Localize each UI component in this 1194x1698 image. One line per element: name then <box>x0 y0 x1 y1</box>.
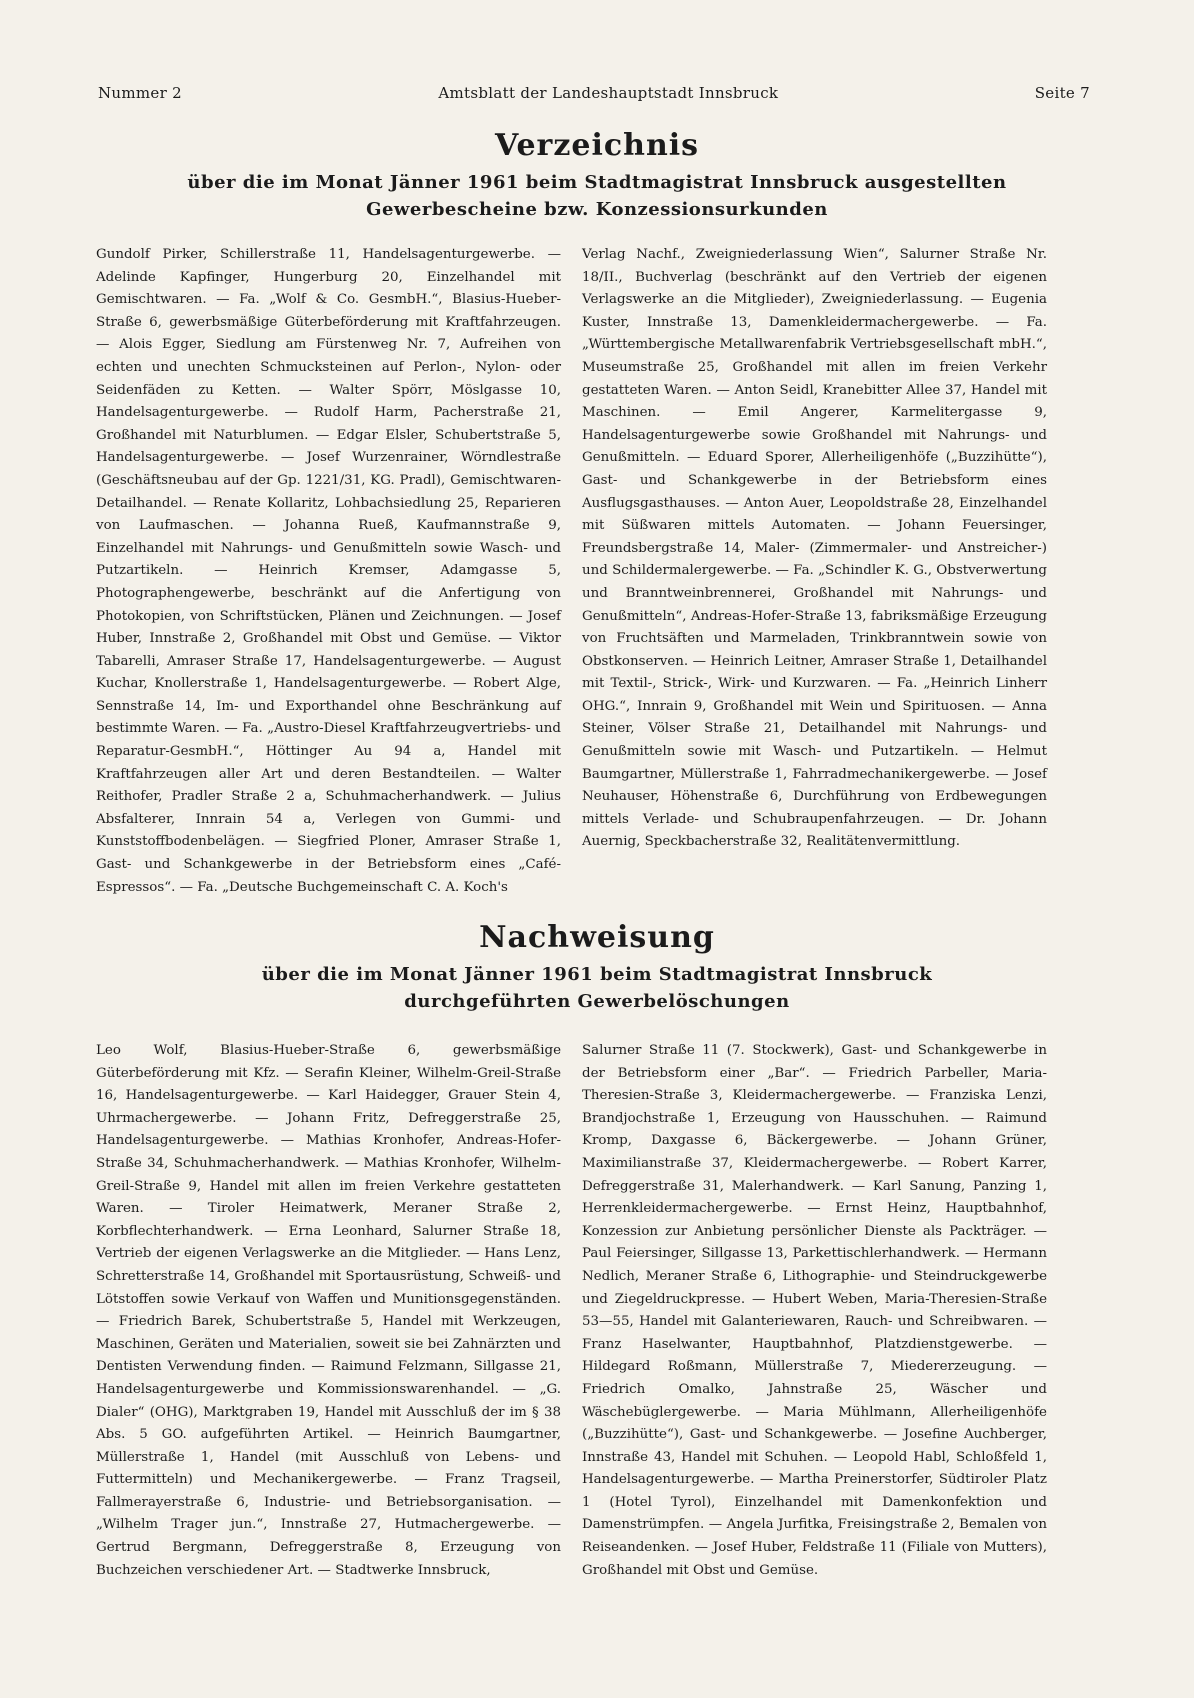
section2-subtitle-2: durchgeführten Gewerbelöschungen <box>404 991 790 1012</box>
section1-column-left: Gundolf Pirker, Schillerstraße 11, Handelsagenturgewerbe. — Adelinde Kapfinger, Hungerburg 20, Einzelhandel mit Gemischtwaren. — Fa. „Wolf & Co. GesmbH.“, Blasius-Hueber-Straße 6, gewerbsmäßige Güterbeförderung mit Kraftfahrzeugen. — Alois Egger, Siedlung am Fürstenweg Nr. 7, Aufreihen von echten und unechten Schmucksteinen auf Perlon-, Nylon- oder Seidenfäden zu Ketten. — Walter Spörr, Möslgasse 10, Handelsagenturgewerbe. — Rudolf Harm, Pacherstraße 21, Großhandel mit Naturblumen. — Edgar Elsler, Schubertstraße 5, Handelsagenturgewerbe. — Josef Wurzenrainer, Wörndlestraße (Geschäftsneubau auf der Gp. 1221/31, KG. Pradl), Gemischtwaren-Detailhandel. — Renate Kollaritz, Lohbachsiedlung 25, Reparieren von Laufmaschen. — Johanna Rueß, Kaufmannstraße 9, Einzelhandel mit Nahrungs- und Genußmitteln sowie Wasch- und Putzartikeln. — Heinrich Kremser, Adamgasse 5, Photographengewerbe, beschränkt auf die Anfertigung von Photokopien, von Schriftstücken, Plänen und Zeichnungen. — Josef Huber, Innstraße 2, Großhandel mit Obst und Gemüse. — Viktor Tabarelli, Amraser Straße 17, Handelsagenturgewerbe. — August Kuchar, Knollerstraße 1, Handelsagenturgewerbe. — Robert Alge, Sennstraße 14, Im- und Exporthandel ohne Beschränkung auf bestimmte Waren. — Fa. „Austro-Diesel Kraftfahrzeugvertriebs- und Reparatur-GesmbH.“, Höttinger Au 94 a, Handel mit Kraftfahrzeugen aller Art und deren Bestandteilen. — Walter Reithofer, Pradler Straße 2 a, Schuhmacherhandwerk. — Julius Absfalterer, Innrain 54 a, Verlegen von Gummi- und Kunststoffbodenbelägen. — Siegfried Ploner, Amraser Straße 1, Gast- und Schankgewerbe in der Betriebsform eines „Café-Espressos“. — Fa. „Deutsche Buchgemeinschaft C. A. Koch's <box>96 247 561 895</box>
section2-subtitle-1: über die im Monat Jänner 1961 beim Stadtmagistrat Innsbruck <box>261 964 933 985</box>
section2-column-left: Leo Wolf, Blasius-Hueber-Straße 6, gewerbsmäßige Güterbeförderung mit Kfz. — Serafin Kleiner, Wilhelm-Greil-Straße 16, Handelsagenturgewerbe. — Karl Haidegger, Grauer Stein 4, Uhrmachergewerbe. — Johann Fritz, Defreggerstraße 25, Handelsagenturgewerbe. — Mathias Kronhofer, Andreas-Hofer-Straße 34, Schuhmacherhandwerk. — Mathias Kronhofer, Wilhelm-Greil-Straße 9, Handel mit allen im freien Verkehre gestatteten Waren. — Tiroler Heimatwerk, Meraner Straße 2, Korbflechterhandwerk. — Erna Leonhard, Salurner Straße 18, Vertrieb der eigenen Verlagswerke an die Mitglieder. — Hans Lenz, Schretterstraße 14, Großhandel mit Sportausrüstung, Schweiß- und Lötstoffen sowie Verkauf von Waffen und Munitionsgegenständen. — Friedrich Barek, Schubertstraße 5, Handel mit Werkzeugen, Maschinen, Geräten und Materialien, soweit sie bei Zahnärzten und Dentisten Verwendung finden. — Raimund Felzmann, Sillgasse 21, Handelsagenturgewerbe und Kommissionswarenhandel. — „G. Dialer“ (OHG), Marktgraben 19, Handel mit Ausschluß der im § 38 Abs. 5 GO. aufgeführten Artikel. — Heinrich Baumgartner, Müllerstraße 1, Handel (mit Ausschluß von Lebens- und Futtermitteln) und Mechanikergewerbe. — Franz Tragseil, Fallmerayerstraße 6, Industrie- und Betriebsorganisation. — „Wilhelm Trager jun.“, Innstraße 27, Hutmachergewerbe. — Gertrud Bergmann, Defreggerstraße 8, Erzeugung von Buchzeichen verschiedener Art. — Stadtwerke Innsbruck, <box>96 1043 561 1578</box>
section1-subtitle-2: Gewerbescheine bzw. Konzessionsurkunden <box>366 199 828 220</box>
issue-number: Nummer 2 <box>98 84 182 102</box>
page-header <box>98 84 1090 106</box>
section2-column-right: Salurner Straße 11 (7. Stockwerk), Gast- und Schankgewerbe in der Betriebsform einer „Bar“. — Friedrich Parbeller, Maria-Theresien-Straße 3, Kleidermachergewerbe. — Franziska Lenzi, Brandjochstraße 1, Erzeugung von Hausschuhen. — Raimund Kromp, Daxgasse 6, Bäckergewerbe. — Johann Grüner, Maximilianstraße 37, Kleidermachergewerbe. — Robert Karrer, Defreggerstraße 31, Malerhandwerk. — Karl Sanung, Panzing 1, Herrenkleidermachergewerbe. — Ernst Heinz, Hauptbahnhof, Konzession zur Anbietung persönlicher Dienste als Packträger. — Paul Feiersinger, Sillgasse 13, Parkettischlerhandwerk. — Hermann Nedlich, Meraner Straße 6, Lithographie- und Steindruckgewerbe und Ziegeldruckpresse. — Hubert Weben, Maria-Theresien-Straße 53—55, Handel mit Galanteriewaren, Rauch- und Schreibwaren. — Franz Haselwanter, Hauptbahnhof, Platzdienstgewerbe. — Hildegard Roßmann, Müllerstraße 7, Miedererzeugung. — Friedrich Omalko, Jahnstraße 25, Wäscher und Wäschebüglergewerbe. — Maria Mühlmann, Allerheiligenhöfe („Buzzihütte“), Gast- und Schankgewerbe. — Josefine Auchberger, Innstraße 43, Handel mit Schuhen. — Leopold Habl, Schloßfeld 1, Handelsagenturgewerbe. — Martha Preinerstorfer, Südtiroler Platz 1 (Hotel Tyrol), Einzelhandel mit Damenkonfektion und Damenstrümpfen. — Angela Jurfitka, Freisingstraße 2, Bemalen von Reiseandenken. — Josef Huber, Feldstraße 11 (Filiale von Mutters), Großhandel mit Obst und Gemüse. <box>582 1043 1047 1578</box>
publication-title: Amtsblatt der Landeshauptstadt Innsbruck <box>438 84 779 102</box>
section2-title: Nachweisung <box>479 920 715 955</box>
section1-subtitle-1: über die im Monat Jänner 1961 beim Stadtmagistrat Innsbruck ausgestellten <box>187 172 1007 193</box>
section1-title: Verzeichnis <box>494 128 700 163</box>
section1-column-right: Verlag Nachf., Zweigniederlassung Wien“, Salurner Straße Nr. 18/II., Buchverlag (beschränkt auf den Vertrieb der eigenen Verlagswerke an die Mitglieder), Zweigniederlassung. — Eugenia Kuster, Innstraße 13, Damenkleidermachergewerbe. — Fa. „Württembergische Metallwarenfabrik Vertriebsgesellschaft mbH.“, Museumstraße 25, Großhandel mit allen im freien Verkehr gestatteten Waren. — Anton Seidl, Kranebitter Allee 37, Handel mit Maschinen. — Emil Angerer, Karmelitergasse 9, Handelsagenturgewerbe sowie Großhandel mit Nahrungs- und Genußmitteln. — Eduard Sporer, Allerheiligenhöfe („Buzzihütte“), Gast- und Schankgewerbe in der Betriebsform eines Ausflugsgasthauses. — Anton Auer, Leopoldstraße 28, Einzelhandel mit Süßwaren mittels Automaten. — Johann Feuersinger, Freundsbergstraße 14, Maler- (Zimmermaler- und Anstreicher-) und Schildermalergewerbe. — Fa. „Schindler K. G., Obstverwertung und Branntweinbrennerei, Großhandel mit Nahrungs- und Genußmitteln“, Andreas-Hofer-Straße 13, fabriksmäßige Erzeugung von Fruchtsäften und Marmeladen, Trinkbranntwein sowie von Obstkonserven. — Heinrich Leitner, Amraser Straße 1, Detailhandel mit Textil-, Strick-, Wirk- und Kurzwaren. — Fa. „Heinrich Linherr OHG.“, Innrain 9, Großhandel mit Wein und Spirituosen. — Anna Steiner, Völser Straße 21, Detailhandel mit Nahrungs- und Genußmitteln sowie mit Wasch- und Putzartikeln. — Helmut Baumgartner, Müllerstraße 1, Fahrradmechanikergewerbe. — Josef Neuhauser, Höhenstraße 6, Durchführung von Erdbewegungen mittels Verlade- und Schubraupenfahrzeugen. — Dr. Johann Auernig, Speckbacherstraße 32, Realitätenvermittlung. <box>582 247 1047 850</box>
page-number: Seite 7 <box>1034 84 1090 102</box>
